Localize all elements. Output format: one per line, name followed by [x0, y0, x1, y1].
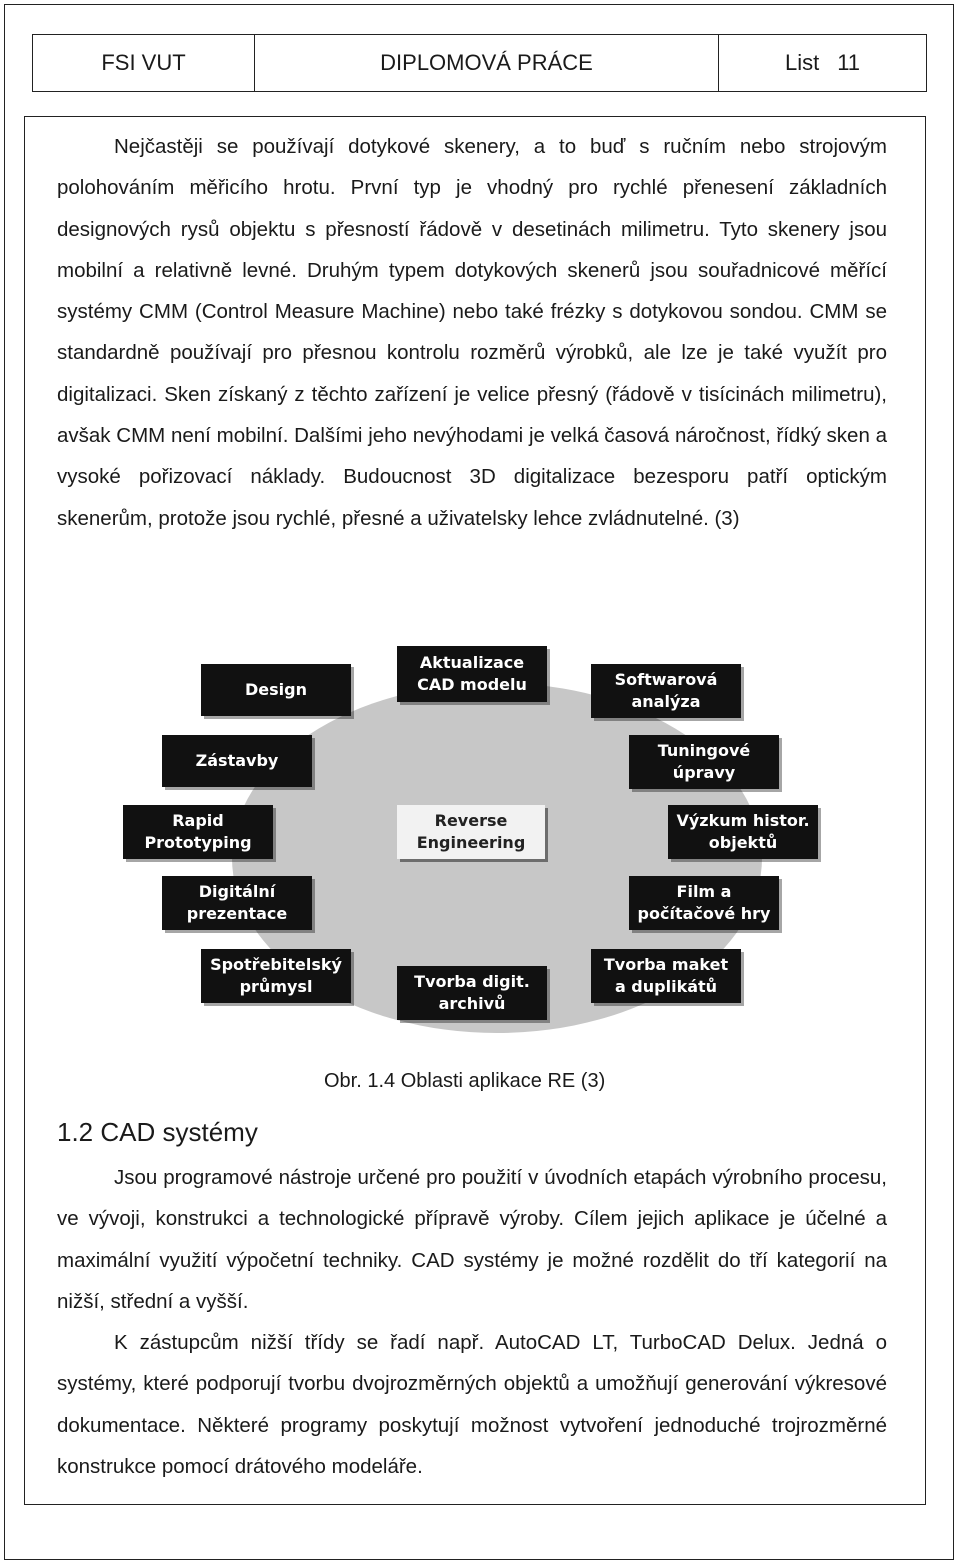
diagram-box-vyzkum-histor: Výzkum histor. objektů [668, 805, 818, 859]
diagram-box-spotrebitelsky-prumysl: Spotřebitelský průmysl [201, 949, 351, 1003]
header-sheet [719, 35, 926, 91]
header-institution: FSI VUT [33, 35, 255, 91]
figure-caption: Obr. 1.4 Oblasti aplikace RE (3) [324, 1070, 606, 1092]
section-paragraph-1: Jsou programové nástroje určené pro použití v úvodních etapách výrobního procesu, ve vývoji, konstrukci a technologické přípravě výroby. Cílem jejich aplikace je účelné a maximální využití výpočetní techniky. CAD systémy je možné rozdělit do tří kategorií na nižší, střední a vyšší. [57, 1166, 887, 1313]
section-paragraph-2: K zástupcům nižší třídy se řadí např. AutoCAD LT, TurboCAD Delux. Jedná o systémy, které podporují tvorbu dvojrozměrných objektů a umožňují generování výkresové dokumentace. Některé programy poskytují možnost vytvoření jednoduché trojrozměrné konstrukce pomocí drátového modeláře. [57, 1331, 887, 1478]
header-document-type: DIPLOMOVÁ PRÁCE [255, 35, 719, 91]
diagram-box-film-hry: Film a počítačové hry [629, 876, 779, 930]
diagram-box-design: Design [201, 664, 351, 716]
section-heading: 1.2 CAD systémy [57, 1117, 258, 1147]
diagram-box-tvorba-maket: Tvorba maket a duplikátů [591, 949, 741, 1003]
header-sheet-label: List [784, 50, 820, 75]
header-sheet-number: 11 [837, 50, 861, 75]
diagram-box-aktualizace: Aktualizace CAD modelu [397, 646, 547, 702]
diagram-box-digitalni-prezentace: Digitální prezentace [162, 876, 312, 930]
diagram-box-tuningove-upravy: Tuningové úpravy [629, 735, 779, 789]
diagram-center-box: Reverse Engineering [397, 805, 545, 859]
diagram-box-softwarova-analyza: Softwarová analýza [591, 664, 741, 718]
diagram-box-zastavby: Zástavby [162, 735, 312, 787]
intro-paragraph: Nejčastěji se používají dotykové skenery, a to buď s ručním nebo strojovým polohováním měřicího hrotu. První typ je vhodný pro rychlé přenesení základních designových rysů objektu s přesností řádově v desetinách milimetru. Tyto skenery jsou mobilní a relativně levné. Druhým typem dotykových skenerů jsou souřadnicové měřící systémy CMM (Control Measure Machine) nebo také frézky s dotykovou sondou. CMM se standardně používají pro přesnou kontrolu rozměrů výrobků, ale lze je také využít pro digitalizaci. Sken získaný z těchto zařízení je velice přesný (řádově v tisícinách milimetru), avšak CMM není mobilní. Dalšími jeho nevýhodami je velká časová náročnost, řídký sken a vysoké pořizovací náklady. Budoucnost 3D digitalizace bezesporu patří optickým skenerům, protože jsou rychlé, přesné a uživatelsky lehce zvládnutelné. (3) [57, 135, 887, 530]
re-applications-diagram [120, 640, 820, 1040]
diagram-box-tvorba-archivu: Tvorba digit. archivů [397, 966, 547, 1020]
page-header [32, 34, 927, 92]
diagram-box-rapid-prototyping: Rapid Prototyping [123, 805, 273, 859]
